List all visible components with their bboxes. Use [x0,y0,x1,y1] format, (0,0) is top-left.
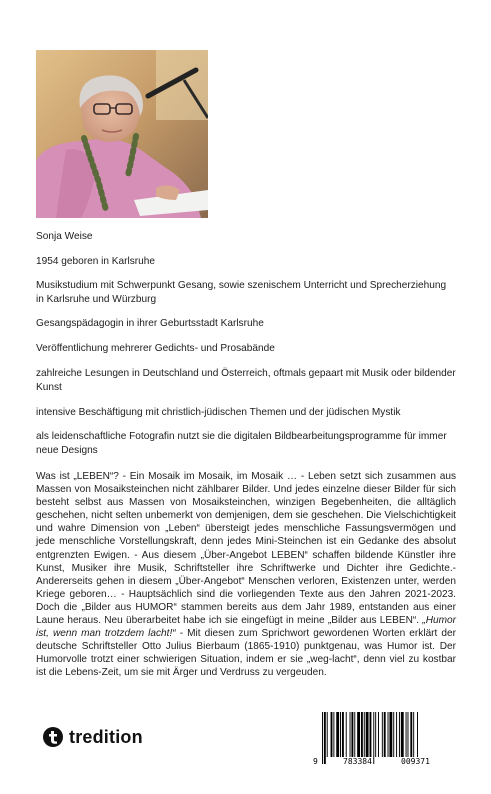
author-birth: 1954 geboren in Karlsruhe [36,256,155,267]
barcode-bar [396,712,397,757]
author-themes: intensive Beschäftigung mit christlich-jüdischen Themen und der jüdischen Mystik [36,407,401,418]
author-teacher: Gesangspädagogin in ihrer Geburtsstadt Karlsruhe [36,318,264,329]
barcode-bar [364,712,365,757]
author-photo [36,50,208,218]
barcode-bar [401,712,404,757]
barcode-bar [333,712,334,757]
publisher-logo [43,726,143,748]
barcode-bar [366,712,369,757]
tredition-logo-icon [43,727,63,747]
barcode-bar [406,712,407,757]
barcode-bar [408,712,409,757]
blurb-text-2: - Mit diesen zum Sprichwort gewordenen Worten erklärt der deutsche Schriftsteller Otto Julius Bierbaum (1865-1910) punktgenau, was Humor ist. Der Humorvolle trotzt einer schwierigen Situation, indem er sie „weg-lacht“, denn viel zu kostbar ist die Lebens-Zeit, um sie mit Ärger und Verdruss zu vergeuden. [36,628,456,679]
barcode-bar [382,712,383,757]
barcode-bar [384,712,386,757]
author-name: Sonja Weise [36,231,93,242]
author-study: Musikstudium mit Schwerpunkt Gesang, sowie szenischem Unterricht und Sprecherziehung in Karlsruhe und Würzburg [36,280,447,305]
barcode-bar [346,712,347,757]
isbn-digit-group-2: 009371 [401,757,430,766]
barcode-bar [357,712,360,757]
barcode-bar [340,712,341,757]
author-photo-image [36,50,208,218]
barcode-bar [393,712,394,757]
author-readings: zahlreiche Lesungen in Deutschland und Österreich, oftmals gepaart mit Musik oder bildender Kunst [36,368,456,393]
isbn-digit-group-1: 783384 [343,757,372,766]
barcode-bar [389,712,392,757]
barcode-bar [413,712,414,757]
barcode-bar [342,712,344,757]
barcode-bar [399,712,400,757]
barcode-bar [336,712,339,757]
barcode-bar [361,712,363,757]
author-photography: als leidenschaftliche Fotografin nutzt sie die digitalen Bildbearbeitungsprogramme für immer neue Designs [36,431,447,456]
barcode-bar [378,712,379,757]
author-publications: Veröffentlichung mehrerer Gedichts- und Prosabände [36,343,275,354]
barcode-bar [350,712,351,757]
blurb-quote: „Humor ist, wenn man trotzdem lacht!“ [36,615,456,640]
blurb-text-1: Was ist „LEBEN“? - Ein Mosaik im Mosaik, im Mosaik … - Leben setzt sich zusammen aus Massen von Mosaiksteinchen nicht zählbarer Bilder. Und jedes einzelne dieser Bilder für sich besteht selbst aus Massen von Mosaiksteinchen, winzigen Begebenheiten, die alltäglich geschehen, nicht selten unbemerkt von demjenigen, dem sie geschehen. Die Vielschichtigkeit und wahre Dimension von „Leben“ übersteigt jedes menschliche Fassungsvermögen und jede menschliche Vorstellungskraft, denn jedes Mini-Steinchen ist ein Gedanke des absolut entgrenzten Ewigen. - Aus diesem „Über-Angebot LEBEN“ schaffen bildende Künstler ihre Kunst, Musiker ihre Musik, Schriftsteller ihre Schriftwerke und Dichter ihre Gedichte.- Andererseits gehen in diesem „Über-Angebot“ Menschen verloren, Existenzen unter, werden Kriege geboren… - Hauptsächlich sind die vorliegenden Texte aus den Jahren 2021-2023. Doch die „Bilder aus HUMOR“ stammen bereits aus dem Jahr 1989, entstanden aus einer Laune heraus. Neu überarbeitet habe ich sie eingefügt in meine „Bilder aus LEBEN“. [36,471,456,627]
barcode-bar [327,712,328,757]
barcode-bar [410,712,412,757]
back-cover-blurb [36,470,456,680]
barcode-bar [354,712,355,757]
barcode-bar [351,712,353,757]
publisher-name: tredition [69,726,143,747]
barcode-bar [331,712,333,757]
isbn-digits [312,757,458,769]
isbn-digit-prefix: 9 [313,757,318,766]
barcode-bar [388,712,389,757]
barcode-bar [375,712,376,757]
